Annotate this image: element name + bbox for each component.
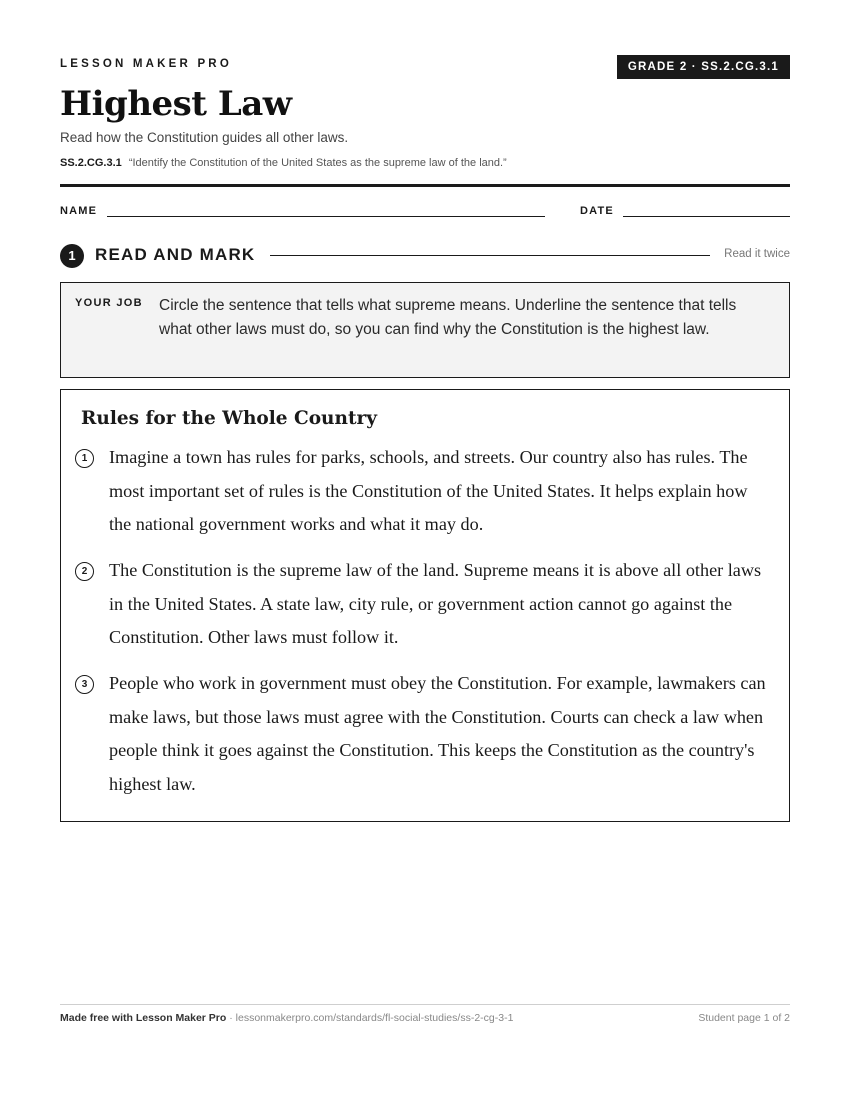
header-divider [60, 184, 790, 187]
name-label: NAME [60, 205, 98, 217]
paragraph-number: 1 [75, 449, 94, 468]
page-title: Highest Law [60, 84, 292, 124]
footer-credit [60, 1012, 513, 1024]
page-indicator: Student page 1 of 2 [698, 1012, 790, 1024]
section-note: Read it twice [724, 248, 790, 260]
passage-title: Rules for the Whole Country [81, 408, 377, 429]
footer-url[interactable]: · lessonmakerpro.com/standards/fl-social-studies/ss-2-cg-3-1 [226, 1012, 514, 1024]
section-divider [270, 255, 710, 256]
standard-code: SS.2.CG.3.1 [60, 157, 122, 169]
paragraph-number: 2 [75, 562, 94, 581]
section-title: READ AND MARK [95, 245, 256, 264]
instructions-text: Circle the sentence that tells what supreme means. Underline the sentence that tells what other laws must do, so you can find why the Constitution is the highest law. [159, 297, 737, 338]
standard-description: “Identify the Constitution of the United States as the supreme law of the land.” [128, 157, 507, 169]
step-number-badge: 1 [60, 244, 84, 268]
paragraph-number: 3 [75, 675, 94, 694]
worksheet-page [60, 0, 790, 1100]
date-field[interactable] [623, 216, 790, 217]
date-label: DATE [580, 205, 614, 217]
standard-line [60, 157, 507, 169]
paragraph-text: The Constitution is the supreme law of the land. Supreme means it is above all other laws in the United States. A state law, city rule, or government action cannot go against the Constitution. Other laws must follow it. [109, 560, 762, 647]
grade-standard-badge: GRADE 2 · SS.2.CG.3.1 [617, 55, 790, 79]
brand-name: LESSON MAKER PRO [60, 58, 232, 70]
paragraph-text: People who work in government must obey the Constitution. For example, lawmakers can make laws, but those laws must agree with the Constitution. Courts can check a law when people think it goes against the Constitution. This keeps the Constitution as the country's highest law. [109, 673, 766, 794]
name-field[interactable] [107, 216, 545, 217]
footer-brand: Made free with Lesson Maker Pro [60, 1012, 227, 1024]
reading-passage [60, 389, 790, 822]
footer-divider [60, 1004, 790, 1005]
instructions-box [60, 282, 790, 378]
paragraph-text: Imagine a town has rules for parks, schools, and streets. Our country also has rules. The most important set of rules is the Constitution of the United States. It helps explain how the national government works and what it may do. [109, 447, 748, 534]
instructions-label: YOUR JOB [75, 297, 143, 309]
page-subtitle: Read how the Constitution guides all other laws. [60, 130, 349, 145]
